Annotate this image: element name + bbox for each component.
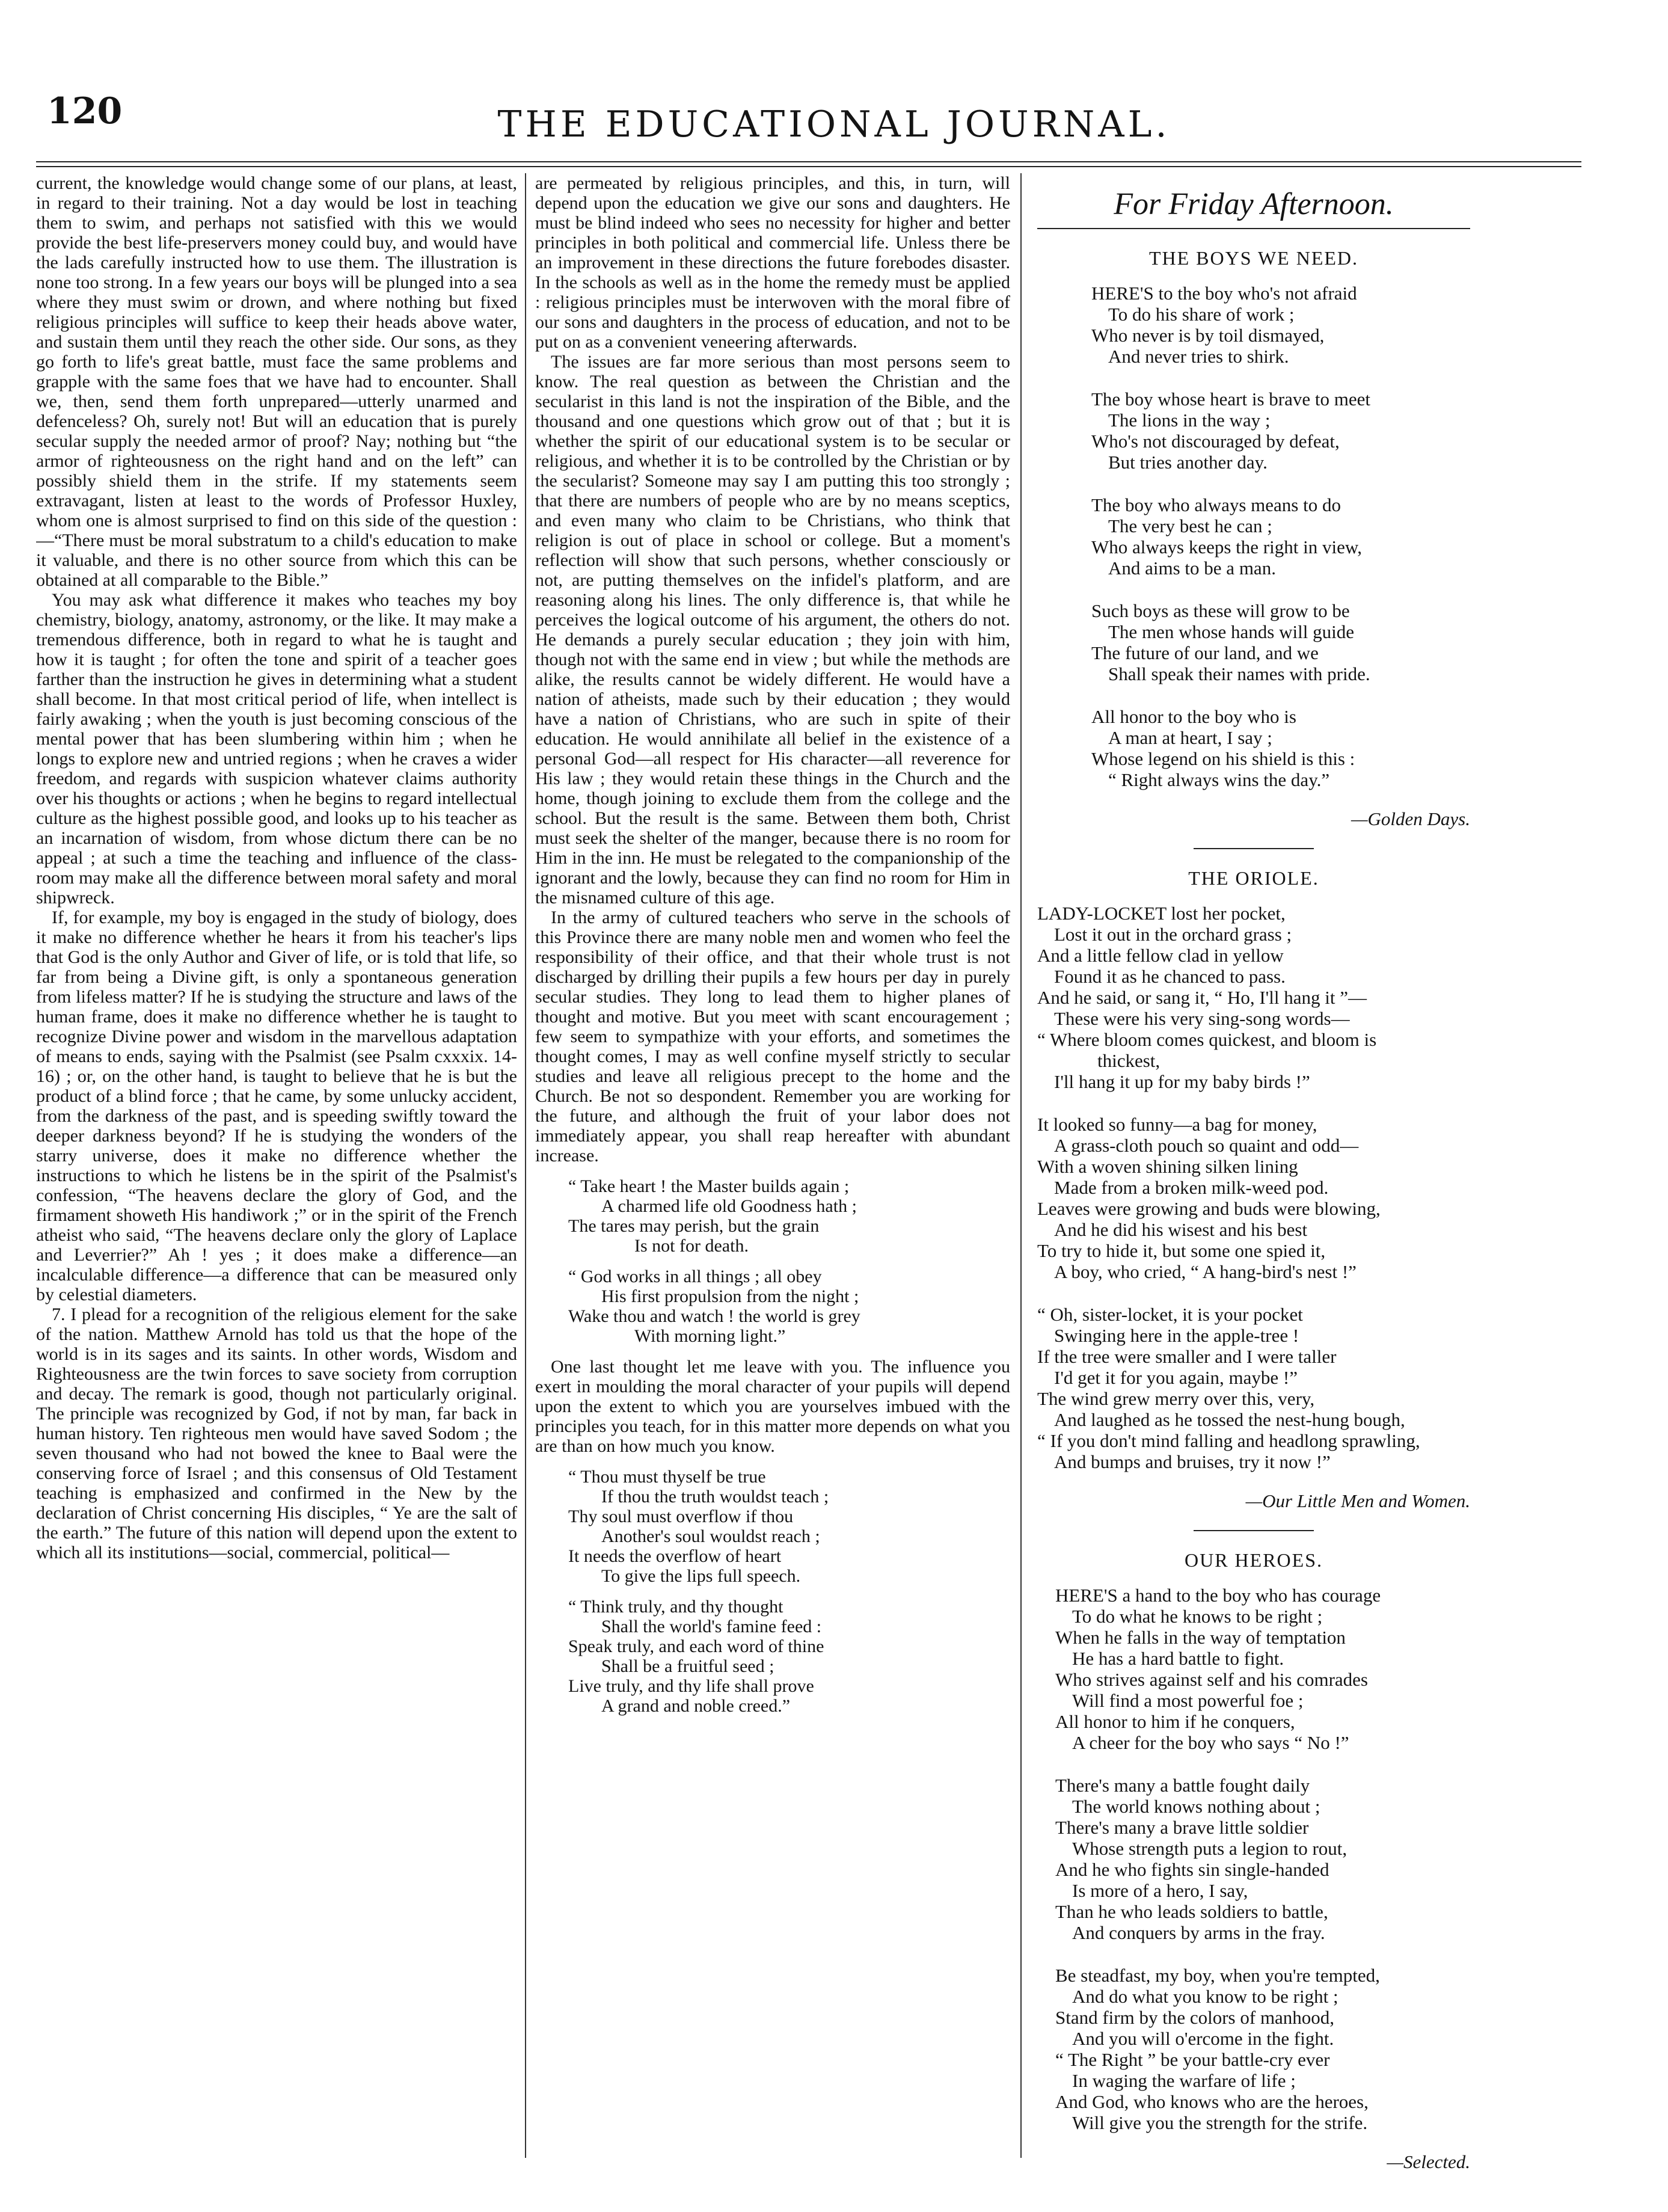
verse-line: Another's soul wouldst reach ; [601,1526,820,1546]
article-paragraph: 7. I plead for a recognition of the religious element for the sake of the nation. Matthew Arnold has told us that the hope of the world is in its sages and its saints. In other words, Wisdom and Righteousness are the twin forces to save society from corruption and decay. The remark is good, though not particularly original. The principle was recognized by God, if not by man, far back in human history. Ten righteous men would have saved Sodom ; the seven thousand who had not bowed the knee to Baal were the conserving force of Israel ; and this consensus of Old Testament teaching is emphasized and confirmed in the New by the declaration of Christ concerning His disciples, “ Ye are the salt of the earth.” The future of this nation will depend upon the extent to which all its institutions—social, commercial, political— [36,1304,517,1562]
poem-stanza [1091,389,1476,473]
verse-line: If thou the truth wouldst teach ; [601,1487,829,1507]
poem-line: Leaves were growing and buds were blowing, [1037,1198,1381,1219]
poem-line: Whose legend on his shield is this : [1091,748,1355,769]
poetry-column [1031,173,1476,2188]
poem-separator [1194,848,1314,849]
verse-line: Shall be a fruitful seed ; [601,1656,774,1676]
header-rule-top [36,161,1581,162]
poem-line: The world knows nothing about ; [1072,1796,1320,1817]
poem-line: Is more of a hero, I say, [1072,1880,1248,1901]
page-number: 120 [47,90,123,132]
poem-line: “ Where bloom comes quickest, and bloom is [1037,1029,1377,1050]
verse-line: Speak truly, and each word of thine [568,1636,824,1656]
poem-line: And God, who knows who are the heroes, [1055,2091,1369,2112]
poem-title: THE ORIOLE. [1188,867,1319,889]
poem-line: To do his share of work ; [1108,304,1295,325]
poem-line: All honor to the boy who is [1091,706,1296,727]
poem-line: I'll hang it up for my baby birds !” [1054,1071,1310,1092]
poem-stanza [1091,600,1476,684]
verse-line: A charmed life old Goodness hath ; [601,1196,857,1216]
poem-line: These were his very sing-song words— [1054,1008,1350,1029]
poem-line: And he who fights sin single-handed [1055,1859,1329,1880]
poem-line: Whose strength puts a legion to rout, [1072,1838,1348,1859]
poem-line: And he did his wisest and his best [1054,1219,1308,1240]
poem-line: Shall speak their names with pride. [1108,663,1370,684]
poem-line: All honor to him if he conquers, [1055,1711,1295,1732]
poem-line: But tries another day. [1108,452,1268,473]
poem-line: And a little fellow clad in yellow [1037,945,1284,966]
article-paragraph: current, the knowledge would change some of our plans, at least, in regard to their training. Not a day would be lost in teaching them to swim, and perhaps not satisfied with this we would provide the best life-preservers money could buy, and would have the lads carefully instructed how to use them. The illustration is none too strong. In a few years our boys will be plunged into a sea where they must swim or drown, and where nothing but fixed religious principles will suffice to keep their heads above water, and sustain them until they reach the other side. Our sons, as they go forth to life's great battle, must face the same problems and grapple with the same foes that we have had to encounter. Shall we, then, send them forth unprepared—utterly unarmed and defenceless? Oh, surely not! But will an education that is purely secular supply the needed armor of proof? Nay; nothing but “the armor of righteousness on the right hand and on the left” can possibly shield them in the strife. If my statements seem extravagant, listen at least to the words of Professor Huxley, whom one is almost surprised to find on this side of the question :—“There must be moral substratum to a child's education to make it valuable, and there is no other source from which this can be obtained at all comparable to the Bible.” [36,173,517,590]
poem-line: Swinging here in the apple-tree ! [1054,1325,1299,1346]
poem-body [1031,1585,1476,2133]
verse-line: It needs the overflow of heart [568,1546,782,1566]
poem-line: Will give you the strength for the strife. [1072,2112,1368,2133]
verse-line: A grand and noble creed.” [601,1696,791,1716]
poem-line: A man at heart, I say ; [1108,727,1272,748]
verse-line: Shall the world's famine feed : [601,1617,822,1636]
poem-attribution: —Our Little Men and Women. [1245,1490,1470,1511]
article-paragraph: If, for example, my boy is engaged in the study of biology, does it make no difference whether he hears it from his teacher's lips that God is the only Author and Giver of life, or is told that life, so far from being a Divine gift, is only a spontaneous generation from lifeless matter? If he is studying the structure and laws of the human frame, does it make no difference whether he is taught to recognize Divine power and wisdom in the marvellous adaptation of means to ends, saying with the Psalmist (see Psalm cxxxix. 14-16) ; or, on the other hand, is taught to believe that he is but the product of a blind force ; that he came, by some unlucky accident, from the darkness of the past, and is speeding swiftly toward the deeper darkness beyond? If he is studying the wonders of the starry universe, does it make no difference whether the instructions to which he listens be in the spirit of the Psalmist's confession, “The heavens declare the glory of God, and the firmament showeth His handiwork ;” or in the spirit of the French atheist who said, “The heavens declare only the glory of Laplace and Leverrier?” Ah ! yes ; it does make a difference—an incalculable difference—a difference that can be measured only by celestial diameters. [36,908,517,1304]
poem-line: And do what you know to be right ; [1072,1986,1338,2007]
poem-line: “ Oh, sister-locket, it is your pocket [1037,1304,1303,1325]
poem-line: The very best he can ; [1108,515,1272,536]
poem-line: There's many a battle fought daily [1055,1775,1310,1796]
poem-line: “ Right always wins the day.” [1108,769,1330,790]
poem-line: Made from a broken milk-weed pod. [1054,1177,1329,1198]
article-paragraph: The issues are far more serious than most persons seem to know. The real question as between the Christian and the secularist in this land is not the inspiration of the Bible, and the thousand and one questions which grow out of that ; but it is whether the spirit of our educational system is to be secular or religious, and whether it is to be controlled by the Christian or by the secularist? Someone may say I am putting this too strongly ; that there are numbers of people who are by no means sceptics, and even many who claim to be Christians, who think that religion is out of place in school or college. But a moment's reflection will show that such persons, whether consciously or not, are putting themselves on the infidel's platform, and are reasoning along his lines. The only difference is, that while he perceives the logical outcome of his argument, the others do not. He demands a purely secular education ; they join with him, though not with the same end in view ; but while the methods are alike, the results cannot be widely different. He would have a nation of atheists, made such by their education ; they would have a nation of Christians, who are such in spite of their education. He would annihilate all belief in the existence of a personal God—all respect for His character—all reverence for His law ; they would retain these things in the Church and the home, though joining to exclude them from the college and the school. But the result is the same. Between them both, Christ must seek the shelter of the manger, because there is no room for Him in the inn. He must be relegated to the companionship of the ignorant and the lowly, because they can find no room for Him in the misnamed culture of this age. [535,352,1010,908]
poem-line: If the tree were smaller and I were taller [1037,1346,1337,1367]
poem-stanza [1037,1304,1476,1472]
poem-line: The boy who always means to do [1091,494,1341,515]
poem-stanza [1055,1585,1476,1753]
poem-line: Stand firm by the colors of manhood, [1055,2007,1335,2028]
verse-line: To give the lips full speech. [601,1566,801,1586]
poem-line: And bumps and bruises, try it now !” [1054,1451,1331,1472]
poem-line: Who always keeps the right in view, [1091,536,1362,558]
verse-line: Live truly, and thy life shall prove [568,1676,814,1696]
article-column-2 [535,173,1010,2188]
verse-line: “ Take heart ! the Master builds again ; [568,1176,850,1196]
verse-line: Is not for death. [634,1236,749,1256]
poem-attribution: —Golden Days. [1351,808,1470,829]
verse-line: Wake thou and watch ! the world is grey [568,1306,860,1326]
poem-line: And he said, or sang it, “ Ho, I'll hang it ”— [1037,987,1367,1008]
poem-line: Be steadfast, my boy, when you're tempted, [1055,1965,1380,1986]
poem-line: It looked so funny—a bag for money, [1037,1114,1317,1135]
poem-stanza [1091,706,1476,790]
poem-line: I'd get it for you again, maybe !” [1054,1367,1298,1388]
poem-line: The future of our land, and we [1091,642,1319,663]
article-paragraph: One last thought let me leave with you. The influence you exert in moulding the moral character of your pupils will depend upon the extent to which you are yourselves imbued with the principles you teach, for in this matter more depends on what you are than on how much you know. [535,1357,1010,1456]
quoted-verse [568,1467,1010,1586]
poem-attribution: —Selected. [1387,2151,1470,2172]
article-paragraph: You may ask what difference it makes who teaches my boy chemistry, biology, anatomy, astronomy, or the like. It may make a tremendous difference, both in regard to what he is taught and how it is taught ; for often the tone and spirit of a teacher goes farther than the instruction he gives in determining what a student shall become. In that most critical period of life, when intellect is fairly awaking ; when the youth is just becoming conscious of the mental power that has been slumbering within him ; when he longs to explore new and untried regions ; when he craves a wider freedom, and regards with suspicion whatever claims authority over his thoughts or actions ; when he begins to regard intellectual culture as the highest possible good, and looks up to his teacher as an incarnation of wisdom, from whose dictum there can be no appeal ; at such a time the teaching and influence of the class-room may make all the difference between moral safety and moral shipwreck. [36,590,517,908]
verse-line: “ God works in all things ; all obey [568,1267,822,1286]
poem-stanza [1091,283,1476,367]
poem-line: There's many a brave little soldier [1055,1817,1309,1838]
article-paragraph: are permeated by religious principles, and this, in turn, will depend upon the education we give our sons and daughters. He must be blind indeed who sees no necessity for higher and better principles in both political and commercial life. Unless there be an improvement in these directions the future forebodes disaster. In the schools as well as in the home the remedy must be applied : religious principles must be interwoven with the moral fibre of our sons and daughters in the process of education, and not to be put on as a convenient veneering afterwards. [535,173,1010,352]
poem-line: The men whose hands will guide [1108,621,1354,642]
poem-line: And laughed as he tossed the nest-hung bough, [1054,1409,1405,1430]
column-divider-right [1020,173,1022,2158]
poem-line: To do what he knows to be right ; [1072,1606,1323,1627]
poem-line: In waging the warfare of life ; [1072,2070,1296,2091]
section-rule [1037,228,1470,229]
poem-line: Lost it out in the orchard grass ; [1054,924,1292,945]
poem-line: Who never is by toil dismayed, [1091,325,1325,346]
poem-stanza [1037,1114,1476,1282]
poem-line: When he falls in the way of temptation [1055,1627,1346,1648]
poem-line: HERE'S a hand to the boy who has courage [1055,1585,1381,1606]
poem-separator [1194,1530,1314,1531]
poem-line: Who's not discouraged by defeat, [1091,431,1340,452]
poem-line: Found it as he chanced to pass. [1054,966,1286,987]
poem-line: A cheer for the boy who says “ No !” [1072,1732,1349,1753]
poem-line: To try to hide it, but some one spied it, [1037,1240,1326,1261]
poem-body [1031,283,1476,790]
poem-stanza [1055,1775,1476,1943]
verse-line: “ Thou must thyself be true [568,1467,766,1487]
verse-line: His first propulsion from the night ; [601,1286,859,1306]
poem-line: “ The Right ” be your battle-cry ever [1055,2049,1330,2070]
verse-line: Thy soul must overflow if thou [568,1507,794,1526]
poem-line: The lions in the way ; [1108,410,1271,431]
poem-body [1031,903,1476,1472]
poem-line: He has a hard battle to fight. [1072,1648,1284,1669]
verse-line: The tares may perish, but the grain [568,1216,820,1236]
poem-line: LADY-LOCKET lost her pocket, [1037,903,1286,924]
poem-stanza [1037,903,1476,1092]
column-divider-left [525,173,526,2158]
poem-line: The wind grew merry over this, very, [1037,1388,1315,1409]
poem-line: And you will o'ercome in the fight. [1072,2028,1334,2049]
section-title: For Friday Afternoon. [1114,187,1394,221]
poem-line: thickest, [1097,1050,1161,1071]
poem-line: A grass-cloth pouch so quaint and odd— [1054,1135,1359,1156]
poem-stanza [1091,494,1476,579]
poem-line: A boy, who cried, “ A hang-bird's nest !” [1054,1261,1357,1282]
poem-title: OUR HEROES. [1184,1549,1323,1571]
poem-line: And aims to be a man. [1108,558,1276,579]
poem-line: And conquers by arms in the fray. [1072,1922,1325,1943]
verse-line: With morning light.” [634,1326,786,1346]
header-rule-bottom [36,166,1581,167]
poem-line: And never tries to shirk. [1108,346,1289,367]
verse-line: “ Think truly, and thy thought [568,1597,783,1617]
journal-title: THE EDUCATIONAL JOURNAL. [497,103,1171,146]
poem-stanza [1055,1965,1476,2133]
quoted-verse [568,1597,1010,1716]
poem-line: “ If you don't mind falling and headlong sprawling, [1037,1430,1420,1451]
article-paragraph: In the army of cultured teachers who serve in the schools of this Province there are many noble men and women who feel the responsibility of their office, and that their whole trust is not discharged by drilling their pupils a few hours per day in purely secular studies. They long to lead them to higher planes of thought and motive. But you meet with scant encouragement ; few seem to sympathize with your efforts, and sometimes the thought comes, I may as well confine myself strictly to secular studies and leave all religious precept to the home and the Church. Be not so despondent. Remember you are working for the future, and although the fruit of your labor does not immediately appear, you shall reap hereafter with abundant increase. [535,908,1010,1166]
quoted-verse [568,1176,1010,1256]
poem-line: Who strives against self and his comrades [1055,1669,1368,1690]
poem-line: The boy whose heart is brave to meet [1091,389,1370,410]
poem-line: HERE'S to the boy who's not afraid [1091,283,1357,304]
article-column-1 [36,173,517,2188]
poem-line: Than he who leads soldiers to battle, [1055,1901,1328,1922]
poem-line: Such boys as these will grow to be [1091,600,1350,621]
poem-title: THE BOYS WE NEED. [1148,247,1359,269]
poem-line: Will find a most powerful foe ; [1072,1690,1304,1711]
poem-line: With a woven shining silken lining [1037,1156,1298,1177]
quoted-verse [568,1267,1010,1346]
